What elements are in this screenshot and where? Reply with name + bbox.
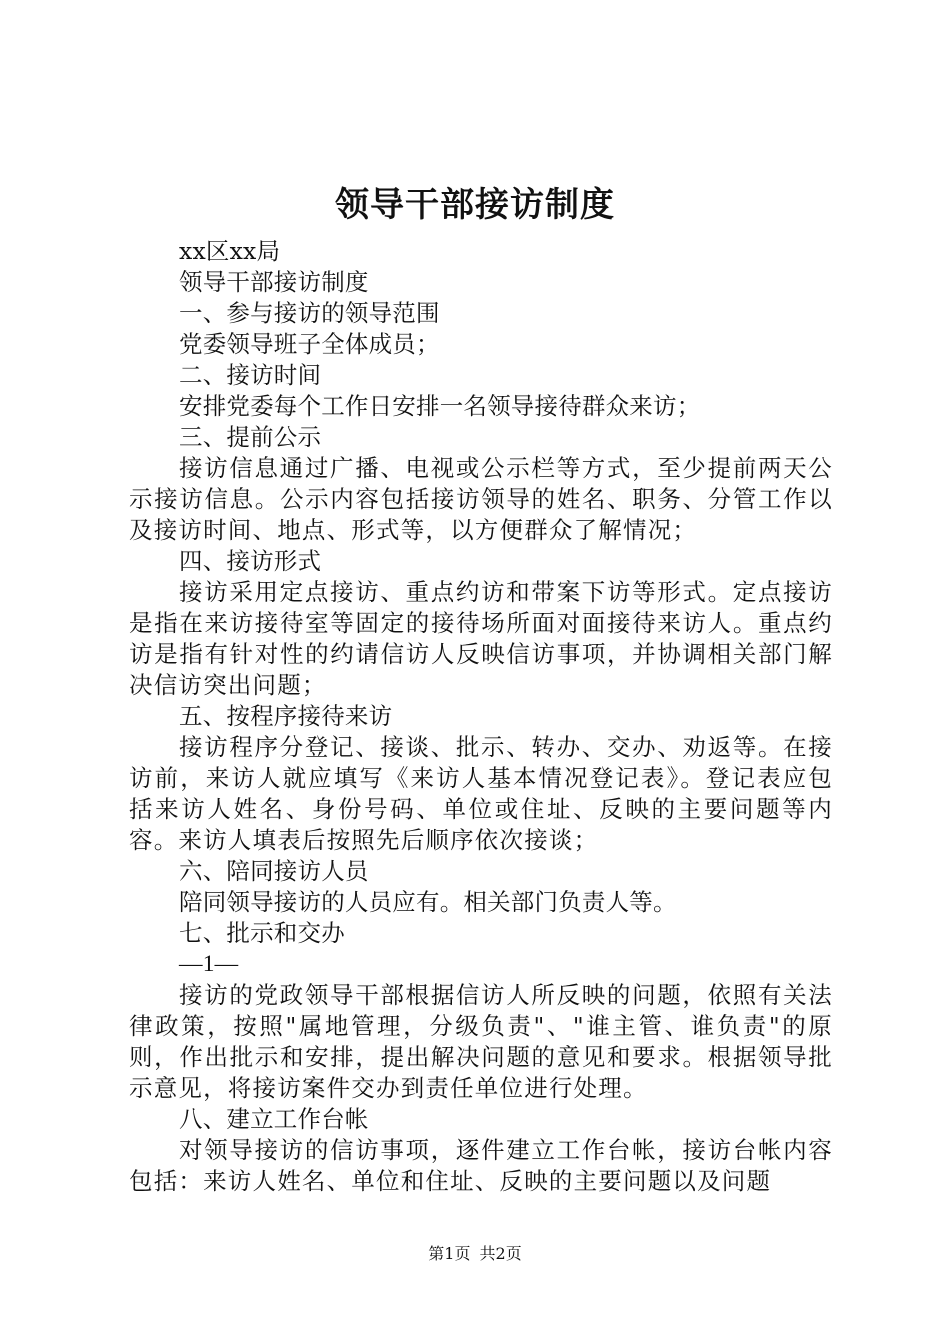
section-heading-3: 三、提前公示 <box>179 423 322 451</box>
footer-page-label: 第1页 <box>428 1244 471 1263</box>
subtitle-line: 领导干部接访制度 <box>179 268 369 296</box>
page-number-marker: —1— <box>179 951 239 977</box>
issuer-line: xx区xx局 <box>179 237 281 265</box>
page-footer <box>0 1242 950 1266</box>
document-body <box>129 236 833 1197</box>
section-text-6: 陪同领导接访的人员应有。相关部门负责人等。 <box>179 888 677 916</box>
section-heading-1: 一、参与接访的领导范围 <box>179 299 440 327</box>
footer-total-label: 共2页 <box>479 1244 522 1263</box>
paragraph-instructions: 接访的党政领导干部根据信访人所反映的问题，依照有关法律政策，按照"属地管理，分级负责"、"谁主管、谁负责"的原则，作出批示和安排，提出解决问题的意见和要求。根据领导批示意见，将接访案件交办到责任单位进行处理。 <box>129 981 833 1102</box>
section-text-1: 党委领导班子全体成员； <box>179 330 440 358</box>
section-heading-2: 二、接访时间 <box>179 361 322 389</box>
paragraph-forms: 接访采用定点接访、重点约访和带案下访等形式。定点接访是指在来访接待室等固定的接待场所面对面接待来访人。重点约访是指有针对性的约请信访人反映信访事项，并协调相关部门解决信访突出问题； <box>129 578 833 699</box>
section-heading-6: 六、陪同接访人员 <box>179 857 369 885</box>
section-heading-5: 五、按程序接待来访 <box>179 702 393 730</box>
section-heading-8: 八、建立工作台帐 <box>179 1105 369 1133</box>
paragraph-procedure: 接访程序分登记、接谈、批示、转办、交办、劝返等。在接访前，来访人就应填写《来访人基本情况登记表》。登记表应包括来访人姓名、身份号码、单位或住址、反映的主要问题等内容。来访人填表后按照先后顺序依次接谈； <box>129 733 833 854</box>
section-heading-7: 七、批示和交办 <box>179 919 345 947</box>
paragraph-ledger: 对领导接访的信访事项，逐件建立工作台帐，接访台帐内容包括：来访人姓名、单位和住址、反映的主要问题以及问题 <box>129 1136 833 1195</box>
paragraph-publicity: 接访信息通过广播、电视或公示栏等方式，至少提前两天公示接访信息。公示内容包括接访领导的姓名、职务、分管工作以及接访时间、地点、形式等，以方便群众了解情况； <box>129 454 833 544</box>
section-heading-4: 四、接访形式 <box>179 547 322 575</box>
section-text-2: 安排党委每个工作日安排一名领导接待群众来访； <box>179 392 701 420</box>
document-title: 领导干部接访制度 <box>335 185 615 225</box>
